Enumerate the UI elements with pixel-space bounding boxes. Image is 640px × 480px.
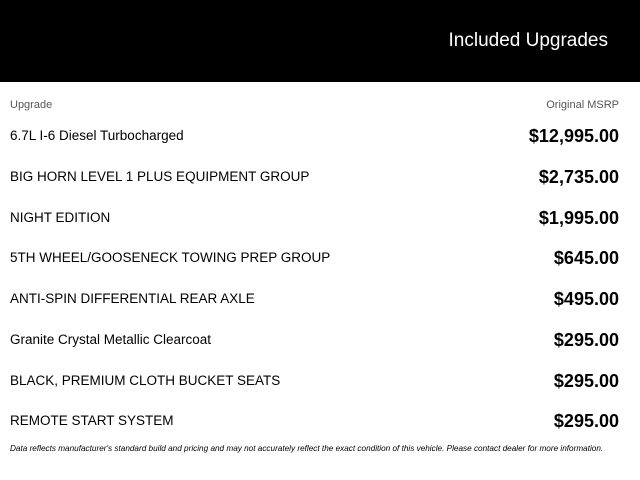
upgrade-name: 6.7L I-6 Diesel Turbocharged xyxy=(10,128,184,143)
upgrade-name: REMOTE START SYSTEM xyxy=(10,413,174,429)
disclaimer-footnote: Data reflects manufacturer's standard build and pricing and may not accurately reflect the exact condition of this vehicle. Please contact dealer for more information. xyxy=(10,444,604,453)
upgrade-price: $295.00 xyxy=(553,411,619,432)
upgrade-name: NIGHT EDITION xyxy=(10,209,111,225)
list-item xyxy=(10,197,619,238)
upgrade-name: BIG HORN LEVEL 1 PLUS EQUIPMENT GROUP xyxy=(10,168,310,184)
upgrade-price: $2,735.00 xyxy=(538,166,619,187)
list-item xyxy=(10,156,619,197)
list-item xyxy=(10,278,619,319)
list-item xyxy=(10,360,619,401)
upgrades-list xyxy=(10,115,619,441)
header-banner xyxy=(0,0,640,82)
upgrade-name: ANTI-SPIN DIFFERENTIAL REAR AXLE xyxy=(10,291,255,306)
list-item xyxy=(10,319,619,360)
upgrade-price: $495.00 xyxy=(553,289,619,309)
upgrade-name: 5TH WHEEL/GOOSENECK TOWING PREP GROUP xyxy=(10,250,331,266)
upgrade-price: $295.00 xyxy=(553,370,619,391)
upgrade-price: $12,995.00 xyxy=(528,126,619,146)
upgrade-column-header: Upgrade xyxy=(10,99,53,111)
upgrade-price: $1,995.00 xyxy=(538,207,619,228)
upgrade-price: $645.00 xyxy=(553,248,619,269)
column-headers xyxy=(10,99,619,113)
list-item xyxy=(10,237,619,278)
list-item xyxy=(10,400,619,441)
upgrade-name: BLACK, PREMIUM CLOTH BUCKET SEATS xyxy=(10,372,281,388)
list-item xyxy=(10,115,619,156)
upgrade-name: Granite Crystal Metallic Clearcoat xyxy=(10,331,212,347)
msrp-column-header: Original MSRP xyxy=(546,99,619,111)
page-title: Included Upgrades xyxy=(448,30,608,51)
upgrade-price: $295.00 xyxy=(553,329,619,350)
